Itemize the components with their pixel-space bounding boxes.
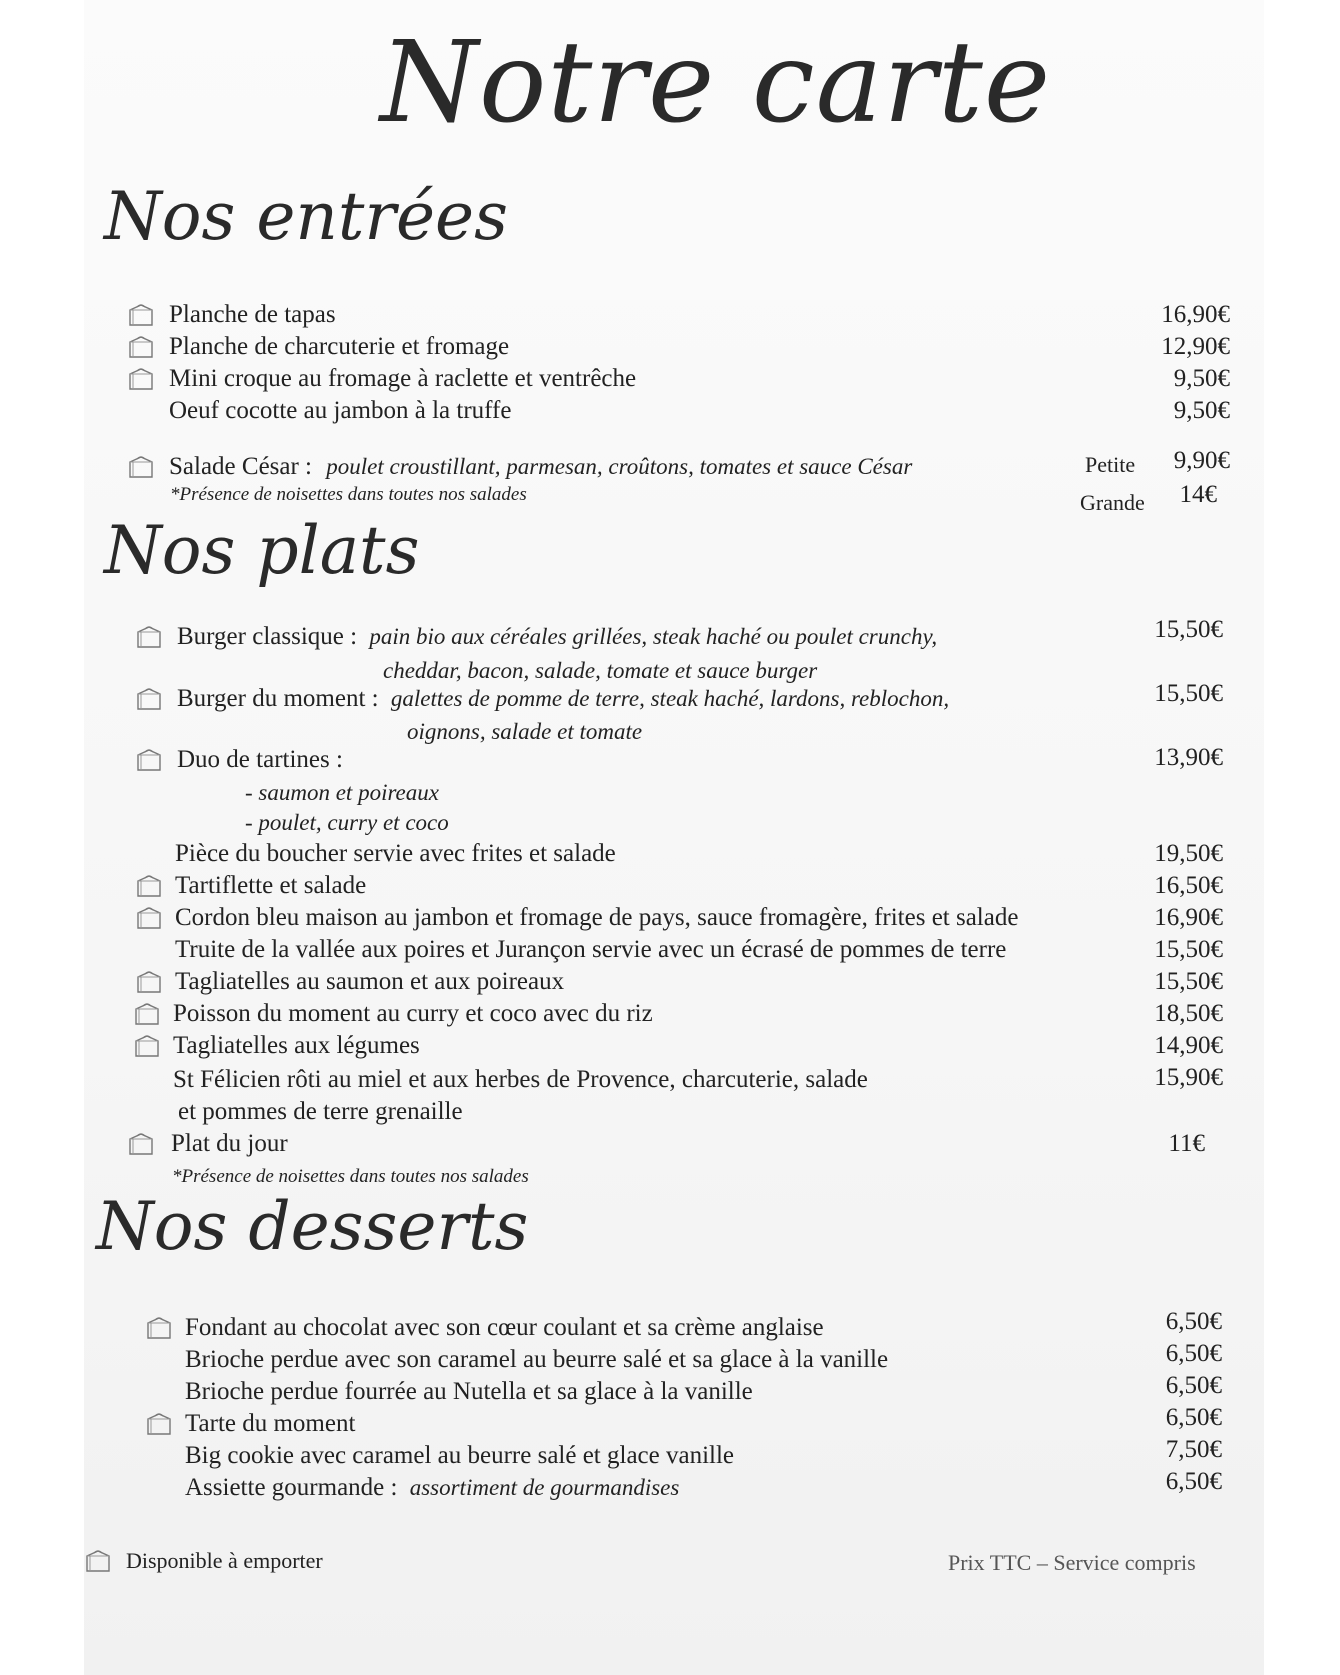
item-price: 15,50€ bbox=[1154, 616, 1223, 643]
size-label: Petite bbox=[1085, 452, 1136, 477]
list-item: Duo de tartines : bbox=[135, 744, 1095, 776]
size-label: Grande bbox=[1080, 490, 1145, 515]
item-price: 6,50€ bbox=[1165, 1468, 1222, 1495]
item-description: oignons, salade et tomate bbox=[407, 719, 643, 744]
item-price: 15,50€ bbox=[1154, 936, 1223, 963]
item-option: - poulet, curry et coco bbox=[245, 810, 449, 835]
takeaway-box-icon bbox=[135, 686, 163, 712]
takeaway-box-icon bbox=[84, 1548, 112, 1574]
list-item: Truite de la vallée aux poires et Jurançon servie avec un écrasé de pommes de terre bbox=[175, 936, 1007, 963]
takeaway-box-icon bbox=[133, 1001, 161, 1027]
list-item: Big cookie avec caramel au beurre salé et glace vanille bbox=[185, 1442, 735, 1469]
item-price: 16,50€ bbox=[1154, 872, 1223, 899]
list-item: Burger classique : pain bio aux céréales grillées, steak haché ou poulet crunchy, bbox=[135, 621, 1095, 653]
takeaway-box-icon bbox=[135, 969, 163, 995]
item-description: cheddar, bacon, salade, tomate et sauce burger bbox=[383, 658, 818, 683]
takeaway-legend: Disponible à emporter bbox=[84, 1545, 484, 1577]
takeaway-box-icon bbox=[135, 747, 163, 773]
list-item: Tarte du moment bbox=[145, 1408, 1105, 1440]
item-price: 16,90€ bbox=[1154, 904, 1223, 931]
item-price: 6,50€ bbox=[1165, 1372, 1222, 1399]
takeaway-box-icon bbox=[133, 1033, 161, 1059]
item-price: 9,50€ bbox=[1173, 365, 1230, 392]
item-price: 15,90€ bbox=[1154, 1064, 1223, 1091]
list-item: Burger du moment : galettes de pomme de terre, steak haché, lardons, reblochon, bbox=[135, 683, 1095, 715]
list-item: Brioche perdue avec son caramel au beurre salé et sa glace à la vanille bbox=[185, 1346, 889, 1373]
list-item: St Félicien rôti au miel et aux herbes de Provence, charcuterie, salade bbox=[173, 1066, 868, 1093]
item-price: 19,50€ bbox=[1154, 840, 1223, 867]
item-price: 12,90€ bbox=[1161, 333, 1230, 360]
takeaway-box-icon bbox=[127, 1131, 155, 1157]
item-price: 6,50€ bbox=[1165, 1340, 1222, 1367]
takeaway-box-icon bbox=[145, 1411, 173, 1437]
list-item: Salade César : poulet croustillant, parmesan, croûtons, tomates et sauce César bbox=[127, 451, 1027, 483]
takeaway-box-icon bbox=[127, 454, 155, 480]
takeaway-box-icon bbox=[135, 905, 163, 931]
takeaway-box-icon bbox=[127, 334, 155, 360]
item-price: 7,50€ bbox=[1165, 1436, 1222, 1463]
allergen-note: *Présence de noisettes dans toutes nos salades bbox=[170, 484, 527, 505]
price-notice: Prix TTC – Service compris bbox=[948, 1550, 1196, 1575]
takeaway-box-icon bbox=[135, 873, 163, 899]
section-heading-desserts: Nos desserts bbox=[96, 1188, 529, 1265]
list-item: Tartiflette et salade bbox=[135, 870, 1095, 902]
takeaway-box-icon bbox=[135, 624, 163, 650]
takeaway-box-icon bbox=[127, 302, 155, 328]
list-item: Tagliatelles aux légumes bbox=[133, 1030, 1093, 1062]
item-price: 14€ bbox=[1179, 481, 1217, 508]
item-price: 6,50€ bbox=[1165, 1308, 1222, 1335]
item-name-continued: et pommes de terre grenaille bbox=[178, 1098, 463, 1125]
list-item: Poisson du moment au curry et coco avec du riz bbox=[133, 998, 1093, 1030]
section-heading-entrees: Nos entrées bbox=[104, 178, 508, 255]
list-item: Fondant au chocolat avec son cœur coulant et sa crème anglaise bbox=[145, 1312, 1105, 1344]
section-heading-plats: Nos plats bbox=[104, 512, 420, 589]
takeaway-box-icon bbox=[145, 1315, 173, 1341]
list-item: Planche de charcuterie et fromage bbox=[127, 331, 1227, 363]
item-price: 14,90€ bbox=[1154, 1032, 1223, 1059]
item-price: 9,90€ bbox=[1173, 447, 1230, 474]
list-item: Oeuf cocotte au jambon à la truffe bbox=[169, 397, 512, 424]
list-item: Cordon bleu maison au jambon et fromage de pays, sauce fromagère, frites et salade bbox=[135, 902, 1095, 934]
item-option: - saumon et poireaux bbox=[245, 780, 439, 805]
takeaway-box-icon bbox=[127, 366, 155, 392]
item-price: 9,50€ bbox=[1173, 397, 1230, 424]
item-price: 18,50€ bbox=[1154, 1000, 1223, 1027]
item-price: 15,50€ bbox=[1154, 680, 1223, 707]
list-item: Tagliatelles au saumon et aux poireaux bbox=[135, 966, 1095, 998]
item-price: 11€ bbox=[1168, 1130, 1205, 1157]
item-price: 15,50€ bbox=[1154, 968, 1223, 995]
item-price: 13,90€ bbox=[1154, 744, 1223, 771]
page-title: Notre carte bbox=[380, 18, 1052, 148]
list-item: Pièce du boucher servie avec frites et salade bbox=[175, 840, 616, 867]
item-price: 16,90€ bbox=[1161, 301, 1230, 328]
allergen-note: *Présence de noisettes dans toutes nos salades bbox=[172, 1166, 529, 1187]
list-item: Brioche perdue fourrée au Nutella et sa glace à la vanille bbox=[185, 1378, 753, 1405]
item-price: 6,50€ bbox=[1165, 1404, 1222, 1431]
list-item: Mini croque au fromage à raclette et ventrêche bbox=[127, 363, 1227, 395]
list-item: Plat du jour bbox=[127, 1128, 1087, 1160]
list-item: Assiette gourmande : assortiment de gourmandises bbox=[185, 1474, 680, 1501]
list-item: Planche de tapas bbox=[127, 299, 1227, 331]
